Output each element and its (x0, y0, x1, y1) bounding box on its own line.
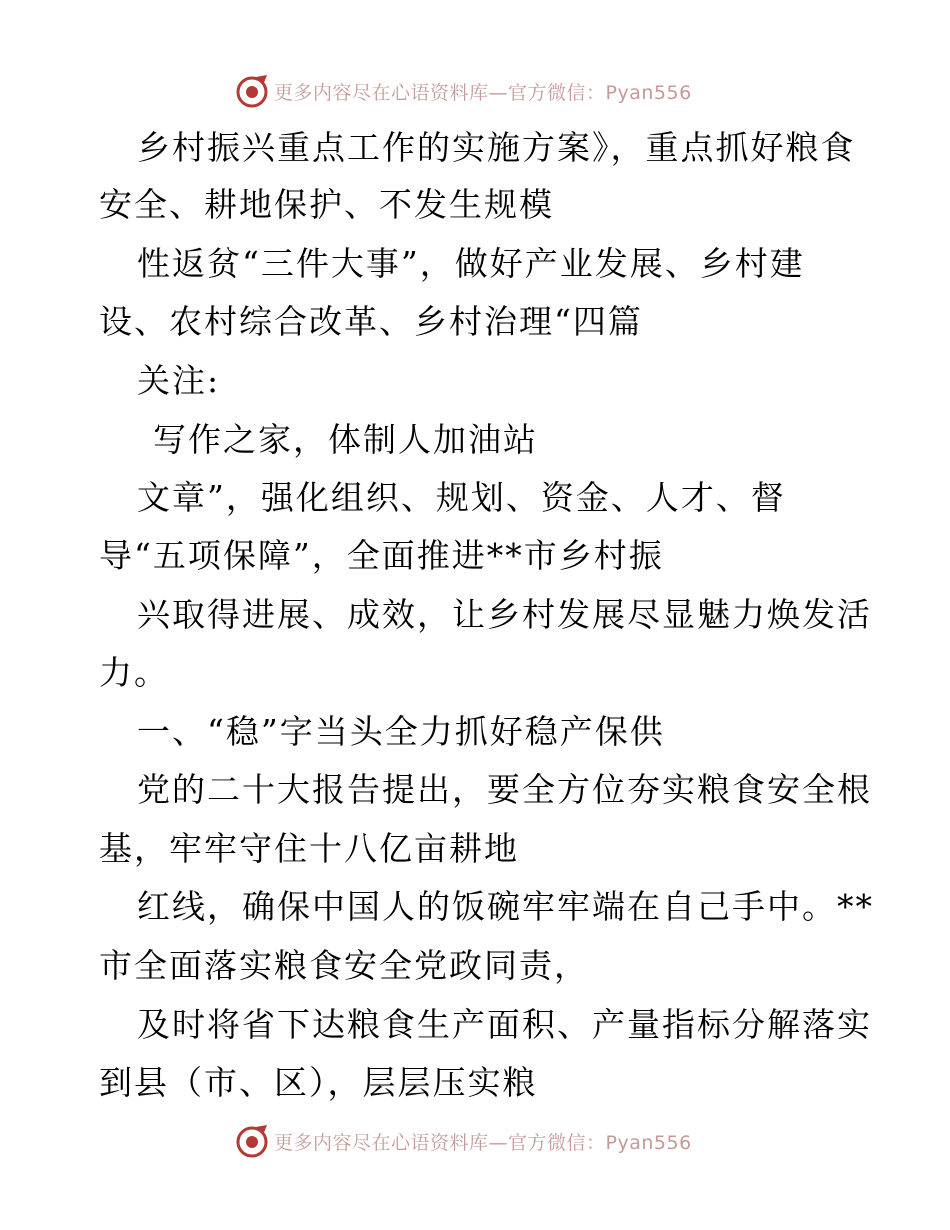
text-line: 力。 (99, 653, 169, 692)
text-line: 及时将省下达粮食生产面积、产量指标分解落实 (137, 1005, 872, 1044)
section-heading: 一、“稳”字当头全力抓好稳产保供 (137, 712, 665, 751)
text-line: 兴取得进展、成效，让乡村发展尽显魅力焕发活 (137, 595, 872, 634)
text-line: 写作之家，体制人加油站 (153, 420, 538, 459)
text-line: 乡村振兴重点工作的实施方案》，重点抓好粮食 (137, 128, 856, 167)
text-line: 文章”，强化组织、规划、资金、人才、督 (137, 478, 786, 517)
watermark-text: 更多内容尽在心语资料库—官方微信：Pyan556 (274, 1131, 692, 1154)
text-line: 安全、耕地保护、不发生规模 (99, 185, 554, 224)
red-seal-logo-icon (236, 1123, 270, 1159)
watermark-text: 更多内容尽在心语资料库—官方微信：Pyan556 (274, 81, 692, 104)
text-line: 市全面落实粮食安全党政同责， (99, 946, 589, 985)
watermark-footer (236, 1121, 692, 1161)
text-line: 性返贫“三件大事”，做好产业发展、乡村建 (137, 244, 805, 283)
text-line: 到县（市、区），层层压实粮 (99, 1063, 538, 1102)
text-line: 导“五项保障”，全面推进**市乡村振 (99, 536, 664, 575)
red-seal-logo-icon (236, 73, 270, 109)
text-line: 基，牢牢守住十八亿亩耕地 (99, 829, 519, 868)
text-line: 党的二十大报告提出，要全方位夯实粮食安全根 (137, 770, 872, 809)
text-line: 设、农村综合改革、乡村治理“四篇 (99, 302, 643, 341)
text-line: 关注: (137, 361, 221, 400)
text-line: 红线，确保中国人的饭碗牢牢端在自己手中。** (137, 887, 874, 926)
watermark-header (236, 71, 692, 111)
